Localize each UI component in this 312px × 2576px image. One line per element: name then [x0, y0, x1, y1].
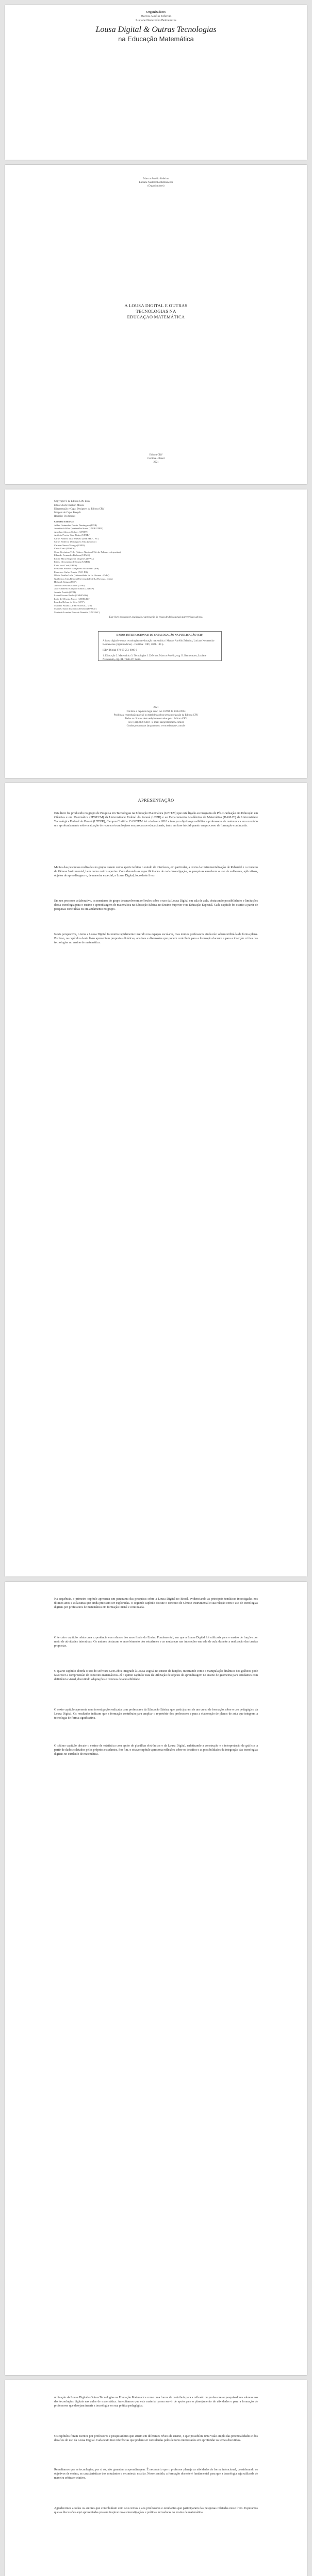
book-title-line: A LOUSA DIGITAL E OUTRAS [124, 303, 188, 308]
body-paragraph: Na sequência, o primeiro capítulo apresenta um panorama das pesquisas sobre a Lousa Digital no Brasil, evidenciando as principais temáticas investigadas nos últimos anos e as lacunas que ainda precisam ser exploradas. O segundo capítulo discute o conceito de Gênese Instrumental e sua relação com o uso de tecnologias digitais por professores de matemática em formação inicial e continuada. [54, 1598, 258, 1609]
body-paragraph: O terceiro capítulo relata uma experiência com alunos dos anos finais do Ensino Fundamental, em que a Lousa Digital foi utilizada para o ensino de frações por meio de atividades interativas. Os autores destacam o envolvimento dos estudantes e as mudanças nas interações em sala de aula durante a realização das tarefas propostas. [54, 1636, 258, 1648]
apresentacao-page [5, 783, 307, 1577]
board-member: Helmuth Krüger (UCP) [54, 581, 77, 583]
board-member: Antônio Pereira Gaio Júnior (UFRRJ) [54, 534, 90, 536]
board-member: Celso Conti (UFSCar) [54, 547, 76, 550]
book-title-line: EDUCAÇÃO MATEMÁTICA [127, 314, 185, 319]
cataloging-isbn: ISBN Digital 978-65-251-0000-0 [103, 649, 137, 652]
publisher-name: Editora CRV [149, 454, 163, 456]
book-title-line: TECNOLOGIAS NA [136, 309, 176, 314]
footer-line: Tel.: (41) 3039-6418 - E-mail: sac@editoracrv.com.br [128, 721, 184, 724]
board-member: Maria de Lourdes Pinto de Almeida (UNOESC) [54, 611, 100, 614]
credit-line: Revisão: Os Autores [54, 515, 76, 518]
board-member: Aldira Guimarães Duarte Domínguez (UNB) [54, 523, 97, 527]
publisher-city: Curitiba – Brasil [147, 457, 165, 460]
credit-line: Imagem de Capa: Freepik [54, 512, 81, 514]
cover-subtitle: na Educação Matemática [118, 35, 194, 43]
apresentacao-continued-page [5, 2380, 307, 2576]
credit-line: Editor-chefe: Railson Moura [54, 504, 84, 507]
cover-organizer-name: Marcos Aurélio Zeferino [140, 15, 172, 18]
board-member: Lourdes Helena da Silva (UFV) [54, 601, 85, 603]
board-member: Gloria Fariñas León (Universidade de La Havana – Cuba) [54, 574, 109, 577]
cataloging-record [98, 631, 222, 661]
editorial-board [54, 520, 157, 614]
apresentacao-heading: APRESENTAÇÃO [138, 798, 174, 803]
organizer-name: Luciane Nesterenko Betmenezes [139, 181, 173, 184]
board-member: Elione Maria Nogueira Diogenes (UFAL) [54, 557, 94, 560]
board-member: Elizeu Clementino de Souza (UNEB) [54, 561, 90, 563]
body-paragraph: Agradecemos a todos os autores que contribuíram com seus textos e aos professores e estudantes que participaram das pesquisas relatadas neste livro. Esperamos que as discussões aqui apresentadas possam inspirar novas investigações e práticas inovadoras no ensino de matemática. [54, 2507, 258, 2514]
body-paragraph: O sétimo capítulo discute o ensino de estatística com apoio de planilhas eletrônicas e da Lousa Digital, enfatizando a construção e a interpretação de gráficos a partir de dados coletados pelos próprios estudantes. Por fim, o oitavo capítulo apresenta reflexões sobre os desafios e as possibilidades da integração das tecnologias digitais no currículo de matemática. [54, 1744, 258, 1756]
credit-line: Diagramação e Capa: Designers da Editora CRV [54, 508, 105, 511]
cover-page [5, 5, 307, 160]
board-member: Cesar Gerónimo Tello (Univer. Nacional Três de Febrero – Argentina) [54, 550, 121, 553]
credits-page [5, 489, 307, 778]
board-member: Maria Cristina dos Santos Bezerra (UFSCar) [54, 607, 97, 610]
body-paragraph: Ressaltamos que as tecnologias, por si só, não garantem a aprendizagem. É necessário que o professor planeje as atividades de forma intencional, considerando os objetivos de ensino, as características dos estudantes e o contexto escolar. Nesse sentido, a formação docente é fundamental para que a tecnologia seja utilizada de maneira crítica e criativa. [54, 2468, 258, 2480]
body-paragraph: utilização da Lousa Digital e Outras Tecnologias na Educação Matemática como uma forma de contribuir para a reflexão de professores e pesquisadores sobre o uso das tecnologias digitais nas aulas de matemática. Acreditamos que este material possa servir de apoio para o planejamento de atividades e para a formação de professores que desejam inserir a tecnologia em sua prática pedagógica. [54, 2396, 258, 2408]
board-member: Marcelo Paixão (UFRJ e UTexas – US) [54, 604, 92, 607]
board-member: Carmen Tereza Velanga (UNIR) [54, 544, 85, 547]
footer-line: 2021 [153, 706, 159, 709]
title-page [5, 165, 307, 484]
cataloging-heading: DADOS INTERNACIONAIS DE CATALOGAÇÃO NA PUBLICAÇÃO (CIP) [116, 634, 204, 637]
body-paragraph: Os capítulos foram escritos por professores e pesquisadores que atuam em diferentes níveis de ensino, o que possibilita uma visão ampla das potencialidades e dos desafios do uso da Lousa Digital. Cada texto traz referências que podem ser consultadas pelos leitores interessados em aprofundar os temas discutidos. [54, 2435, 258, 2442]
board-member: Anselmo Alencar Colares (UFOPA) [54, 530, 89, 533]
body-paragraph: Esta livro foi produzido no grupo de Pesquisa em Tecnologias na Educação Matemática (GPTEM) que está ligado ao Programa de Pós-Graduação em Educação em Ciências e em Matemática (PPGECM) da Universidade Federal do Paraná (UFPR) e ao Departamento Acadêmico de Matemática (DAMAT) da Universidade Tecnológica Federal do Paraná (UTFPR), Campus Curitiba. O GPTEM foi criado em 2018 e tem por objetivo possibilitar a professores de matemática em exercício um aprofundamento sobre a atuação de recursos tecnológicos em processos educacionais, tanto em fase inicial quanto em processo de formação continuada. [54, 812, 258, 827]
board-member: Élsio José Corá (UFFS) [54, 564, 77, 567]
peer-review-note: Este livro passou por avaliação e aprovação às cegas de dois ou mais pareceristas ad hoc. [109, 616, 203, 619]
board-member: Andréia da Silva Quintanilha Sousa (UNIR/UFRN) [54, 527, 103, 530]
board-member: João Adalberto Campato Junior (UNESP) [54, 587, 94, 590]
body-paragraph: Em um processo colaborativo, os membros do grupo desenvolveram reflexões sobre o uso da Lousa Digital em sala de aula, destacando possibilidades e limitações dessa tecnologia para o ensino e aprendizagem de matemática na Educação Básica, no Ensino Superior e na Educação Especial. Cada capítulo foi escrito a partir de pesquisas concluídas ou em andamento no grupo. [54, 900, 258, 911]
body-paragraph: Muitas das pesquisas realizadas no grupo trazem como aporte teórico o estudo de interfaces, em particular, a teoria da Instrumentalização de Rabardel e o conceito de Gênese Instrumental, bem como outros aportes. Considerando as especificidades de cada investigação, as pesquisas envolvem o uso de softwares, aplicativos, objetos de aprendizagem e, de maneira especial, a Lousa Digital, foco deste livro. [54, 866, 258, 877]
footer-line: Conheça os nossos lançamentos: www.editoracrv.com.br [126, 725, 186, 727]
board-member: Lídia de Oliveira Xavier (UNIEURO) [54, 597, 90, 600]
cover-title: Lousa Digital & Outras Tecnologias [95, 25, 217, 34]
publisher-year: 2021 [153, 461, 159, 464]
board-member: Carlos Alberto Vilar Estêvão (UMINHO – PT) [54, 537, 98, 540]
footer-line: Proibida a reprodução parcial ou total desta obra sem autorização da Editora CRV [113, 714, 199, 717]
board-member: Guillermo Arias Beatón (Universidade de La Havana – Cuba) [54, 577, 113, 580]
cover-organizers-label: Organizadores [146, 11, 166, 14]
cataloging-text: A lousa digital e outras tecnologias na educação matemática / Marcos Aurélio Zeferino, Luciane Nesterenko Betmenezes (organizadores) – Curitiba : CRV, 2021. 184 p. [103, 640, 215, 646]
footer-line: Todos os direitos desta edição reservados pela: Editora CRV [125, 718, 187, 720]
apresentacao-continued-page [5, 1582, 307, 2375]
cover-organizer-name: Luciane Nesterenko Betmenezes [136, 19, 176, 22]
board-member: Leonel Severo Rocha (UNISINOS) [54, 594, 88, 597]
board-member: Francisco Carlos Duarte (PUC-PR) [54, 570, 88, 573]
organizer-name: Marcos Aurélio Zeferino [143, 178, 169, 180]
board-member: Eduardo Fernandes Barbosa (UFMG) [54, 554, 90, 556]
body-paragraph: O sexto capítulo apresenta uma investigação realizada com professores da Educação Básica, que participaram de um curso de formação sobre o uso pedagógico da Lousa Digital. Os resultados indicam que a formação contribuiu para ampliar o repertório dos professores e para a elaboração de planos de aula que integram a tecnologia de forma significativa. [54, 1708, 258, 1720]
copyright-line: Copyright © da Editora CRV Ltda. [54, 500, 90, 503]
body-paragraph: Nesta perspectiva, o tema a Lousa Digital foi muito rapidamente inserido nos espaços escolares, mas muitos professores ainda não sabem utilizá-la de forma plena. Por isso, os capítulos deste livro apresentam propostas didáticas, análises e discussões que podem contribuir para a formação docente e para a inserção crítica das tecnologias no ensino de matemática. [54, 933, 258, 944]
board-member: Fernando Antônio Gonçalves Alcoforado (IPB) [54, 567, 100, 570]
body-paragraph: O quarto capítulo aborda o uso do software GeoGebra integrado à Lousa Digital no ensino de funções, mostrando como a manipulação dinâmica dos gráficos pode favorecer a compreensão de conceitos matemáticos. Já o quinto capítulo trata da utilização de objetos de aprendizagem no ensino de geometria para estudantes com deficiência visual, discutindo adaptações e recursos de acessibilidade. [54, 1670, 258, 1681]
board-member: Carlos Federico Dominguez Avila (Unieuro) [54, 540, 96, 543]
footer-line: Foi feito o depósito legal conf. Lei 10.994 de 14/12/2004 [126, 710, 186, 713]
board-member: Jailson Alves dos Santos (UFRJ) [54, 584, 86, 587]
editorial-board-heading: Conselho Editorial: [54, 520, 74, 523]
board-member: Josania Portela (UFPI) [54, 590, 76, 594]
cataloging-index: 1. Educação 2. Matemática 3. Tecnologias I. Zeferino, Marcos Aurélio, org. II. Betmenezes, Luciane Nesterenko, org. III. Título IV. Série. [103, 655, 207, 661]
organizer-suffix: (Organizadores) [147, 185, 165, 188]
